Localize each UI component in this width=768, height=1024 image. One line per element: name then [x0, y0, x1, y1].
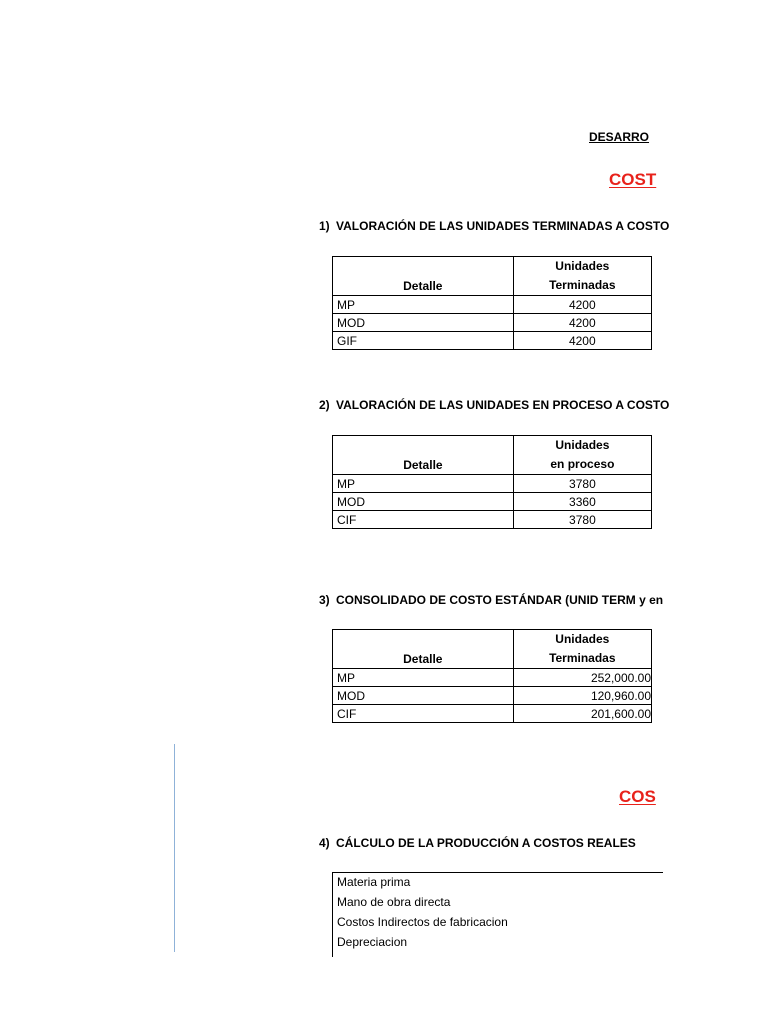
real-costs-list	[332, 872, 663, 957]
page-edge-line	[174, 744, 175, 952]
page-title: DESARRO	[589, 130, 650, 144]
row-label: MOD	[333, 687, 514, 705]
column-header-line2: Terminadas	[549, 278, 616, 292]
list-item: Costos Indirectos de fabricacion	[337, 915, 508, 929]
section-2-title: VALORACIÓN DE LAS UNIDADES EN PROCESO A COSTO	[336, 398, 670, 412]
table-row	[333, 493, 652, 511]
column-header-units	[513, 257, 651, 296]
table-row	[333, 332, 652, 350]
row-value: 4200	[513, 332, 651, 350]
table-standard-cost	[332, 629, 652, 723]
table-row	[333, 475, 652, 493]
column-header-units	[513, 630, 651, 669]
table-row	[333, 669, 652, 687]
row-label: MP	[333, 475, 514, 493]
column-header-units	[513, 436, 651, 475]
column-header-detail: Detalle	[333, 257, 514, 296]
section-heading-real: COS	[619, 787, 656, 806]
section-1-number: 1)	[319, 219, 330, 233]
column-header-detail: Detalle	[333, 630, 514, 669]
column-header-line2: en proceso	[550, 457, 615, 471]
section-heading-standard: COST	[609, 170, 657, 189]
column-header-line1: Unidades	[555, 259, 610, 273]
row-value: 4200	[513, 296, 651, 314]
column-header-detail: Detalle	[333, 436, 514, 475]
list-item: Mano de obra directa	[337, 895, 451, 909]
row-value: 252,000.00	[513, 669, 651, 687]
table-finished-units	[332, 256, 652, 350]
list-item: Depreciacion	[337, 935, 408, 949]
row-label: CIF	[333, 705, 514, 723]
row-label: GIF	[333, 332, 514, 350]
row-value: 3780	[513, 511, 651, 529]
table-row	[333, 511, 652, 529]
column-header-line1: Unidades	[555, 438, 610, 452]
row-value: 3360	[513, 493, 651, 511]
row-value: 3780	[513, 475, 651, 493]
row-label: MP	[333, 669, 514, 687]
table-row	[333, 314, 652, 332]
column-header-line2: Terminadas	[549, 651, 616, 665]
row-value: 4200	[513, 314, 651, 332]
row-label: MOD	[333, 314, 514, 332]
section-3-number: 3)	[319, 593, 330, 607]
section-1-title: VALORACIÓN DE LAS UNIDADES TERMINADAS A COSTO	[336, 219, 670, 233]
table-row	[333, 687, 652, 705]
table-in-process-units	[332, 435, 652, 529]
row-label: MP	[333, 296, 514, 314]
table-row	[333, 296, 652, 314]
row-value: 201,600.00	[513, 705, 651, 723]
row-label: CIF	[333, 511, 514, 529]
table-row	[333, 705, 652, 723]
list-item: Materia prima	[337, 875, 411, 889]
row-value: 120,960.00	[513, 687, 651, 705]
section-3-title: CONSOLIDADO DE COSTO ESTÁNDAR (UNID TERM y en	[336, 593, 664, 607]
section-4-title: CÁLCULO DE LA PRODUCCIÓN A COSTOS REALES	[336, 836, 636, 850]
section-2-number: 2)	[319, 398, 330, 412]
column-header-line1: Unidades	[555, 632, 610, 646]
section-4-number: 4)	[319, 836, 330, 850]
row-label: MOD	[333, 493, 514, 511]
